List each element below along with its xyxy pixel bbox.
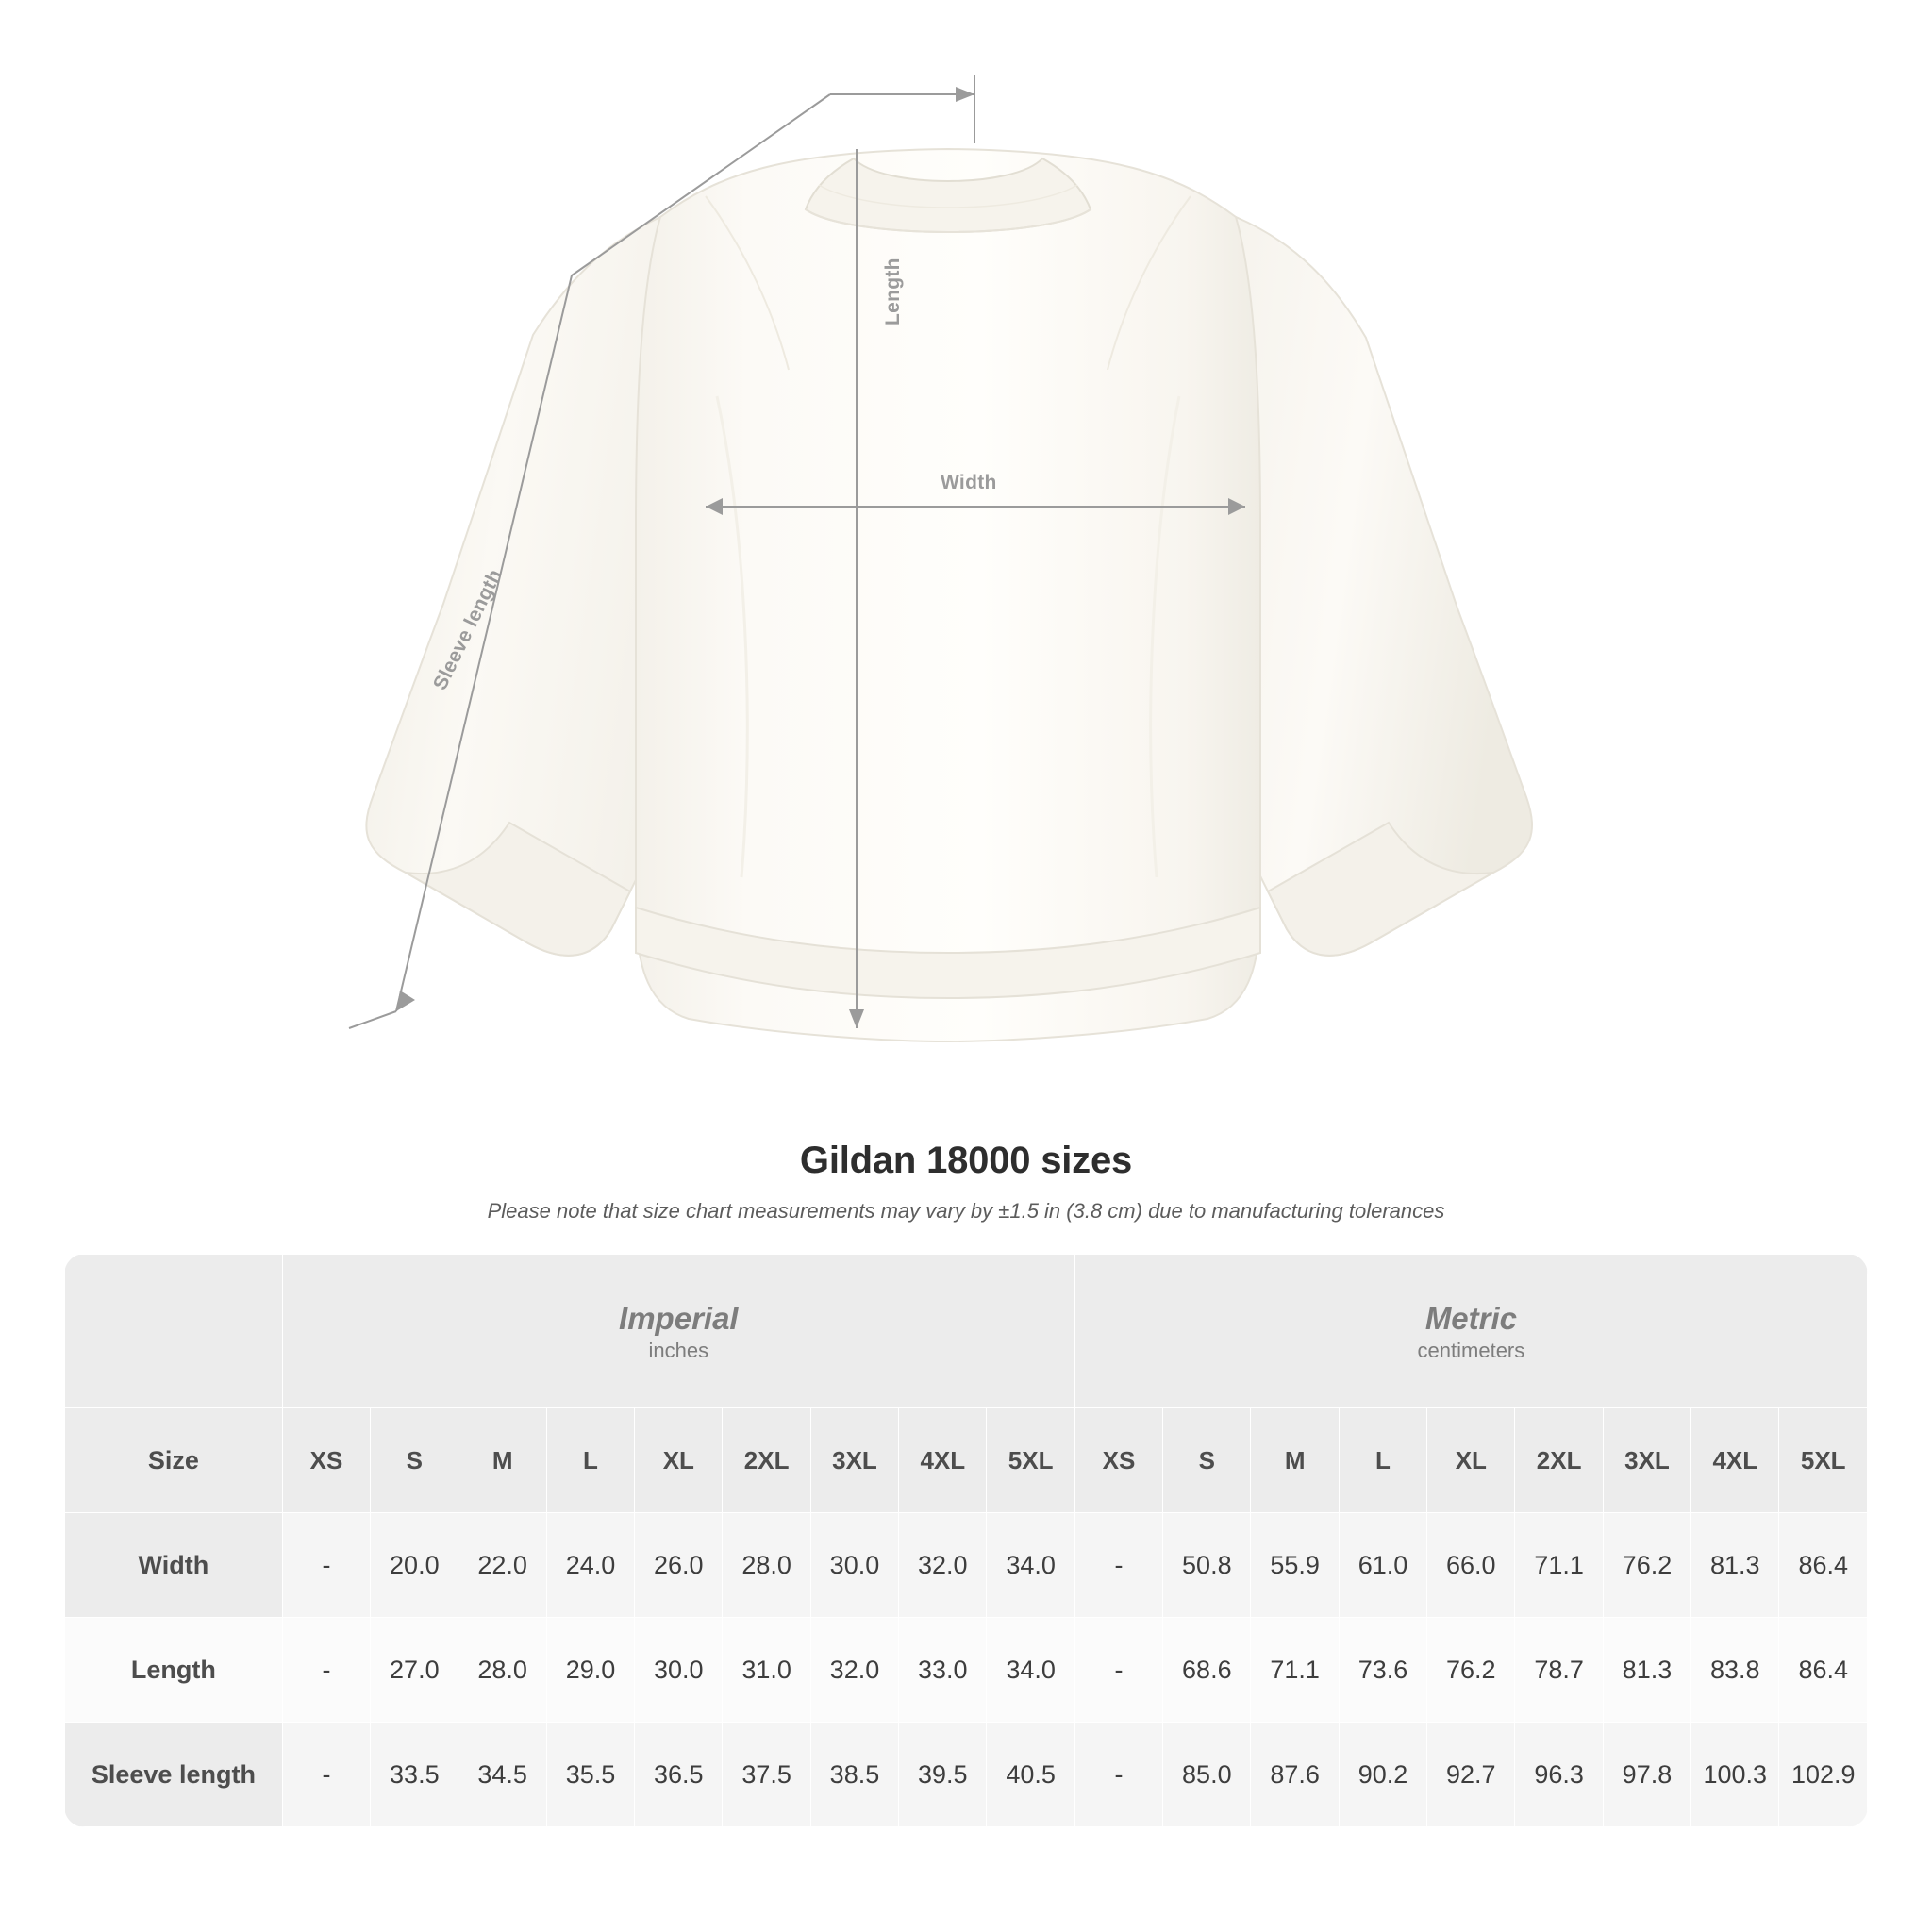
table-cell: 40.5 — [987, 1723, 1074, 1827]
table-cell: 35.5 — [546, 1723, 634, 1827]
sweatshirt-graphic — [366, 149, 1532, 1041]
table-cell: 61.0 — [1339, 1513, 1426, 1618]
table-cell: 27.0 — [371, 1618, 458, 1723]
table-cell: - — [1074, 1723, 1162, 1827]
table-row — [65, 1723, 1868, 1827]
table-cell: 86.4 — [1779, 1513, 1868, 1618]
table-cell: 29.0 — [546, 1618, 634, 1723]
page-title: Gildan 18000 sizes — [799, 1140, 1133, 1181]
table-cell: 81.3 — [1691, 1513, 1779, 1618]
size-header-cell: L — [1339, 1408, 1426, 1513]
table-cell: - — [1074, 1618, 1162, 1723]
table-cell: 28.0 — [458, 1618, 546, 1723]
size-header-cell: 4XL — [899, 1408, 987, 1513]
size-header-cell: 2XL — [1515, 1408, 1603, 1513]
table-cell: 85.0 — [1163, 1723, 1251, 1827]
table-cell: 33.0 — [899, 1618, 987, 1723]
table-row — [65, 1618, 1868, 1723]
table-cell: 28.0 — [723, 1513, 810, 1618]
table-cell: 22.0 — [458, 1513, 546, 1618]
table-cell: 20.0 — [371, 1513, 458, 1618]
table-cell: 31.0 — [723, 1618, 810, 1723]
table-cell: 96.3 — [1515, 1723, 1603, 1827]
table-cell: - — [282, 1618, 370, 1723]
table-cell: 24.0 — [546, 1513, 634, 1618]
table-cell: 26.0 — [635, 1513, 723, 1618]
table-cell: 97.8 — [1603, 1723, 1690, 1827]
size-header-cell: 2XL — [723, 1408, 810, 1513]
unit-group-metric — [1074, 1255, 1867, 1408]
unit-group-metric-name: Metric — [1424, 1301, 1518, 1337]
table-cell: 102.9 — [1779, 1723, 1868, 1827]
size-header-row — [65, 1408, 1868, 1513]
table-cell: 34.0 — [987, 1618, 1074, 1723]
sleeve-length-guide-label: Sleeve length — [429, 565, 507, 694]
table-cell: 68.6 — [1163, 1618, 1251, 1723]
table-cell: 76.2 — [1603, 1513, 1690, 1618]
table-cell: 30.0 — [635, 1618, 723, 1723]
row-label-length: Length — [65, 1618, 283, 1723]
size-header-cell: L — [546, 1408, 634, 1513]
title-block — [0, 1140, 1932, 1224]
table-cell: 36.5 — [635, 1723, 723, 1827]
size-header-cell: 3XL — [1603, 1408, 1690, 1513]
unit-header-row — [65, 1255, 1868, 1408]
unit-group-imperial-name: Imperial — [619, 1301, 739, 1337]
table-cell: 78.7 — [1515, 1618, 1603, 1723]
table-cell: - — [282, 1723, 370, 1827]
table-cell: 83.8 — [1691, 1618, 1779, 1723]
unit-group-imperial — [282, 1255, 1074, 1408]
size-header-cell: S — [1163, 1408, 1251, 1513]
table-cell: 30.0 — [810, 1513, 898, 1618]
size-header-cell: 4XL — [1691, 1408, 1779, 1513]
table-cell: 71.1 — [1251, 1618, 1339, 1723]
table-cell: 38.5 — [810, 1723, 898, 1827]
unit-group-metric-sub: centimeters — [1417, 1338, 1525, 1362]
table-cell: - — [282, 1513, 370, 1618]
size-header-cell: XL — [635, 1408, 723, 1513]
table-cell: 66.0 — [1427, 1513, 1515, 1618]
size-header-cell: 5XL — [987, 1408, 1074, 1513]
table-cell: 34.0 — [987, 1513, 1074, 1618]
table-cell: 50.8 — [1163, 1513, 1251, 1618]
table-cell: 33.5 — [371, 1723, 458, 1827]
size-table-wrapper — [64, 1254, 1868, 1827]
table-cell: 90.2 — [1339, 1723, 1426, 1827]
table-cell: 55.9 — [1251, 1513, 1339, 1618]
size-header-cell: XL — [1427, 1408, 1515, 1513]
size-header-cell: 5XL — [1779, 1408, 1868, 1513]
table-cell: 100.3 — [1691, 1723, 1779, 1827]
unit-header-spacer — [65, 1255, 283, 1408]
table-cell: 73.6 — [1339, 1618, 1426, 1723]
size-header-cell: M — [1251, 1408, 1339, 1513]
size-header-cell: M — [458, 1408, 546, 1513]
table-cell: 86.4 — [1779, 1618, 1868, 1723]
table-cell: 37.5 — [723, 1723, 810, 1827]
size-header-cell: S — [371, 1408, 458, 1513]
size-table — [64, 1254, 1868, 1827]
table-cell: 81.3 — [1603, 1618, 1690, 1723]
table-cell: 32.0 — [899, 1513, 987, 1618]
size-header-cell: XS — [1074, 1408, 1162, 1513]
row-label-width: Width — [65, 1513, 283, 1618]
table-cell: 76.2 — [1427, 1618, 1515, 1723]
width-guide-label: Width — [941, 472, 997, 493]
table-row — [65, 1513, 1868, 1618]
unit-group-imperial-sub: inches — [648, 1338, 709, 1362]
row-label-sleeve-length: Sleeve length — [65, 1723, 283, 1827]
table-cell: 39.5 — [899, 1723, 987, 1827]
length-guide-label: Length — [882, 258, 904, 325]
table-cell: 34.5 — [458, 1723, 546, 1827]
size-header-label: Size — [65, 1408, 283, 1513]
table-cell: 87.6 — [1251, 1723, 1339, 1827]
size-header-cell: 3XL — [810, 1408, 898, 1513]
size-header-cell: XS — [282, 1408, 370, 1513]
table-cell: - — [1074, 1513, 1162, 1618]
table-cell: 32.0 — [810, 1618, 898, 1723]
tolerance-note: Please note that size chart measurements may vary by ±1.5 in (3.8 cm) due to manufacturing tolerances — [487, 1199, 1445, 1223]
table-cell: 71.1 — [1515, 1513, 1603, 1618]
table-cell: 92.7 — [1427, 1723, 1515, 1827]
